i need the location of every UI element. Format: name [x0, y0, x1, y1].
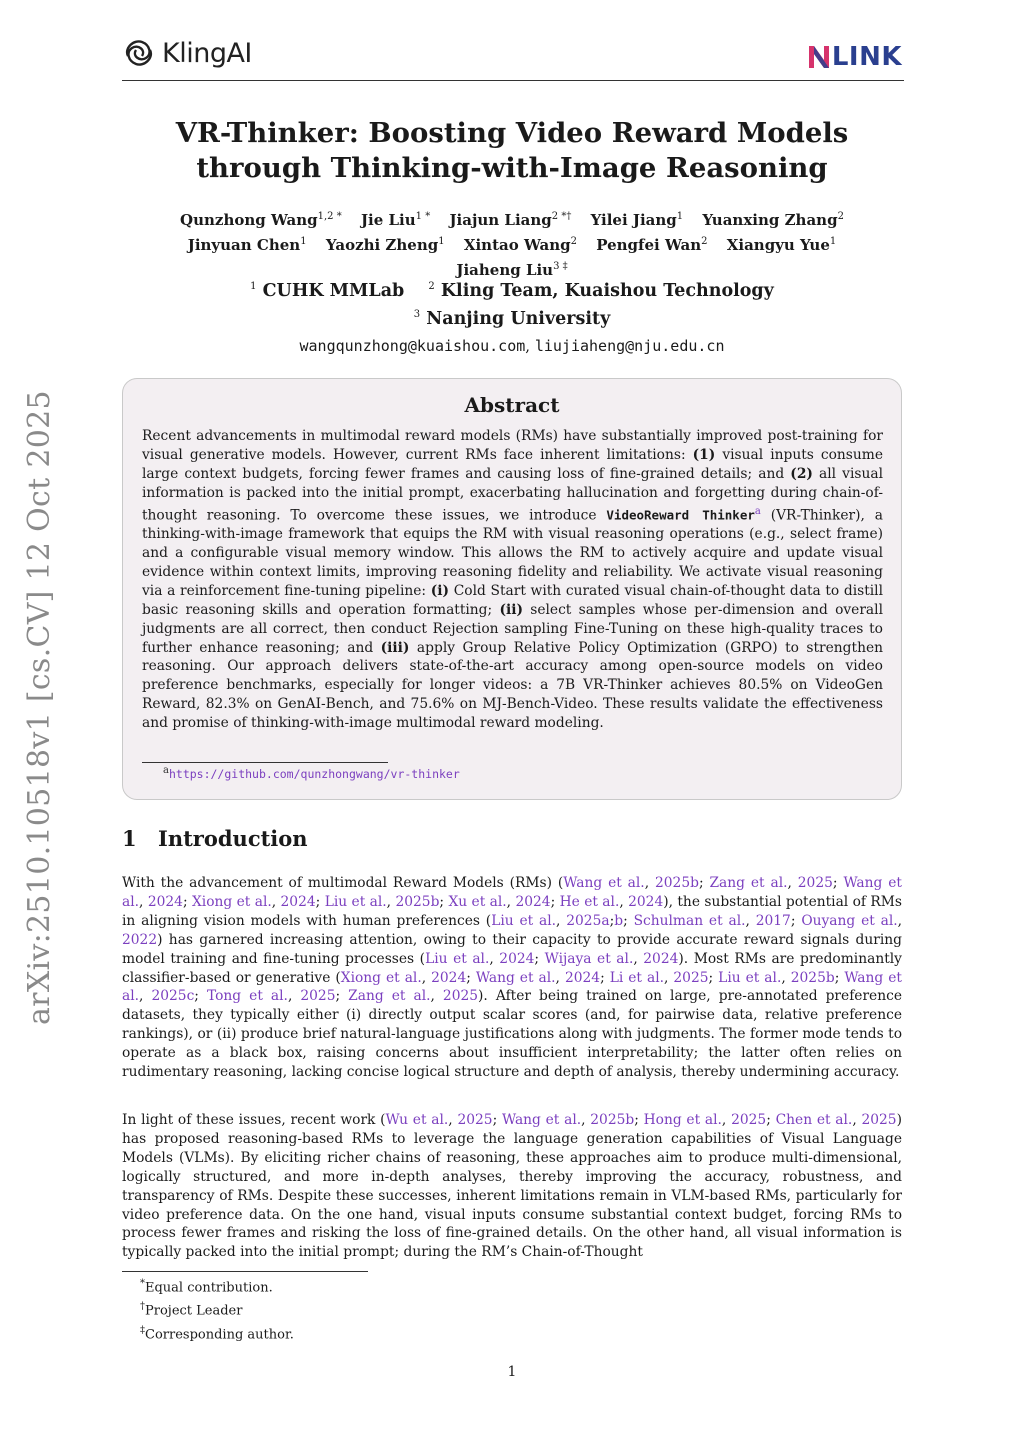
citation-link[interactable]: Ouyang et al.: [801, 912, 898, 929]
paragraph: [122, 874, 902, 1082]
author: Pengfei Wan$^2$: [596, 236, 708, 254]
citation-link[interactable]: Li et al.: [609, 969, 664, 986]
paragraph-text: ,: [448, 1112, 458, 1128]
kling-logo-text: KlingAI: [162, 37, 252, 69]
section-heading: 1 Introduction: [122, 826, 308, 851]
paragraph-text: ;: [698, 875, 710, 891]
citation-link[interactable]: 2024: [280, 893, 316, 910]
citation-link[interactable]: Wang et al.: [501, 1112, 582, 1128]
paragraph-text: ;: [492, 1112, 502, 1128]
author: Qunzhong Wang$^{1,2 *}$: [180, 211, 342, 229]
footnote: ‡Corresponding author.: [140, 1324, 294, 1342]
paragraph-text: With the advancement of multimodal Reward Models (RMs) (: [122, 875, 564, 891]
email-link[interactable]: liujiaheng@nju.edu.cn: [534, 337, 725, 355]
citation-link[interactable]: b: [614, 912, 624, 929]
citation-link[interactable]: Wu et al.: [385, 1112, 449, 1128]
paragraph-text: In light of these issues, recent work (: [122, 1112, 386, 1128]
author: Yilei Jiang$^1$: [590, 211, 684, 229]
paragraph-text: ,: [781, 969, 791, 986]
citation-link[interactable]: 2025c: [151, 988, 195, 1005]
paragraph-text: ,: [787, 875, 798, 891]
citation-link[interactable]: 2017: [755, 912, 791, 929]
citation-link[interactable]: 2025: [861, 1112, 897, 1128]
author: Yaozhi Zheng$^1$: [325, 236, 445, 254]
citation-link[interactable]: 2024: [515, 893, 551, 910]
citation-link[interactable]: Wang et al.: [475, 969, 556, 986]
affiliation: $^1$ CUHK MMLab: [250, 280, 405, 301]
title-line-1: VR-Thinker: Boosting Video Reward Models: [175, 117, 849, 149]
citation-link[interactable]: Zang et al.: [348, 988, 431, 1005]
paragraph-text: ,: [619, 893, 629, 910]
footnote-divider: [122, 1271, 368, 1272]
citation-link[interactable]: He et al.: [559, 893, 620, 910]
paragraph-text: ,: [489, 950, 500, 967]
paragraph-text: ,: [421, 969, 432, 986]
paragraph-text: ;: [182, 893, 192, 910]
paragraph-text: ;: [315, 893, 325, 910]
nlink-logo-text: LINK: [831, 42, 902, 72]
paragraph-text: ;: [466, 969, 476, 986]
citation-link[interactable]: Zang et al.: [709, 875, 788, 891]
author: Jiajun Liang$^{2 *\dagger}$: [449, 211, 572, 229]
citation-link[interactable]: 2024: [628, 893, 664, 910]
paragraph-text: ,: [633, 950, 644, 967]
citation-link[interactable]: Schulman et al.: [633, 912, 746, 929]
citation-link[interactable]: Liu et al.: [718, 969, 782, 986]
code-name: VideoReward Thinker: [606, 507, 755, 523]
citation-link[interactable]: 2025: [300, 988, 336, 1005]
footnote-divider: [142, 762, 388, 763]
citation-link[interactable]: Tong et al.: [206, 988, 288, 1005]
footnote: †Project Leader: [140, 1301, 243, 1319]
paragraph-text: ;: [708, 969, 719, 986]
author-list: [150, 206, 874, 281]
citation-link[interactable]: 2024: [499, 950, 535, 967]
nlink-logo: [806, 42, 902, 72]
author: Yuanxing Zhang$^2$: [702, 211, 844, 229]
paragraph-text: ;: [534, 950, 545, 967]
citation-link[interactable]: 2025: [442, 988, 479, 1005]
citation-link[interactable]: Chen et al.: [775, 1112, 853, 1128]
paragraph-text: ), the substantial potential of RMs in aligning vision models with human preferences (: [122, 893, 902, 929]
footnotes: [140, 1274, 294, 1344]
paragraph-text: ;: [634, 1112, 644, 1128]
paragraph-text: ;: [439, 893, 449, 910]
paragraph-text: ,: [556, 912, 567, 929]
paragraph-text: ,: [271, 893, 281, 910]
citation-link[interactable]: Hong et al.: [643, 1112, 722, 1128]
paragraph-text: ;: [194, 988, 207, 1005]
paragraph-text: ;: [832, 875, 844, 891]
citation-link[interactable]: Liu et al.: [324, 893, 387, 910]
kling-swirl-icon: [122, 36, 156, 70]
paragraph: [122, 1111, 902, 1262]
title-line-2: through Thinking-with-Image Reasoning: [196, 152, 828, 184]
citation-link[interactable]: 2025: [457, 1112, 493, 1128]
abstract-box: [122, 378, 902, 800]
affiliation: $^2$ Kling Team, Kuaishou Technology: [428, 280, 774, 301]
citation-link[interactable]: 2024: [431, 969, 467, 986]
abstract-heading: Abstract: [464, 393, 560, 417]
author: Xiangyu Yue$^1$: [726, 236, 837, 254]
abstract-text: Recent advancements in multimodal reward models (RMs) have substantially improved post-training for visual generative models. However, current RMs face inherent limitations: (1) visual inputs consume large context budgets, forcing fewer frames and causing loss of fine-grained details; and (2) all visual information is packed into the initial prompt, exacerbating hallucination and forgetting during chain-of-thought reasoning. To overcome these issues, we introduce VideoReward Thinker$^a$ (VR-Thinker), a thinking-with-image framework that equips the RM with visual reasoning operations (e.g., select frame) and a configurable visual memory window. This allows the RM to actively acquire and update visual evidence within context limits, improving reasoning fidelity and reliability. We activate visual reasoning via a reinforcement fine-tuning pipeline: (i) Cold Start with curated visual chain-of-thought data to distill basic reasoning skills and operation formatting; (ii) select samples whose per-dimension and overall judgments are all correct, then conduct Rejection sampling Fine-Tuning on these high-quality traces to further enhance reasoning; and (iii) apply Group Relative Policy Optimization (GRPO) to strengthen reasoning. Our approach delivers state-of-the-art accuracy among open-source models on video preference benchmarks, especially for longer videos: a 7B VR-Thinker achieves 80.5% on VideoGen Reward, 82.3% on GenAI-Bench, and 75.6% on MJ-Bench-Video. These results validate the effectiveness and promise of thinking-with-image multimodal reward modeling.: [142, 428, 884, 732]
paragraph-text: ;: [834, 969, 845, 986]
footnote: *Equal contribution.: [140, 1278, 273, 1296]
citation-link[interactable]: 2025: [797, 875, 833, 891]
paragraph-text: ,: [581, 1112, 591, 1128]
email-link[interactable]: wangqunzhong@kuaishou.com: [299, 337, 526, 355]
citation-link[interactable]: Xiong et al.: [191, 893, 272, 910]
paragraph-text: ;: [550, 893, 560, 910]
author: Xintao Wang$^2$: [463, 236, 577, 254]
arxiv-identifier[interactable]: arXiv:2510.10518v1 [cs.CV] 12 Oct 2025: [22, 390, 57, 1025]
citation-link[interactable]: 2025b: [654, 875, 699, 891]
paragraph-text: ,: [430, 988, 443, 1005]
citation-link[interactable]: Xu et al.: [448, 893, 507, 910]
citation-link[interactable]: Liu et al.: [491, 912, 557, 929]
affiliation: $^3$ Nanjing University: [413, 308, 611, 329]
paragraph-text: ;: [623, 912, 634, 929]
citation-link[interactable]: 2024: [147, 893, 183, 910]
paragraph-text: ) has proposed reasoning-based RMs to leverage the language generation capabilities of Visual Language Models (VLMs). By eliciting richer chains of reasoning, these approaches aim to produce multi-dimensional, logically structured, and more in-depth analyses, thereby improving the accuracy, robustness, and transparency of RMs. Despite these successes, inherent limitations remain in VLM-based RMs, particularly for video preference data. On the one hand, visual inputs consume substantial context budget, forcing RMs to process fewer frames and risking the loss of fine-grained details. On the other hand, all visual information is typically packed into the initial prompt; during the RM’s Chain-of-Thought: [122, 1112, 902, 1261]
paragraph-text: ,: [139, 988, 152, 1005]
citation-link[interactable]: 2025: [673, 969, 709, 986]
paragraph-text: ;: [600, 969, 610, 986]
author: Jinyuan Chen$^1$: [187, 236, 307, 254]
citation-link[interactable]: Wang et al.: [122, 875, 902, 910]
citation-link[interactable]: 2024: [643, 950, 679, 967]
paragraph-text: ;: [766, 1112, 776, 1128]
citation-link[interactable]: 2024: [564, 969, 601, 986]
citation-link[interactable]: 2025a: [566, 912, 610, 929]
citation-link[interactable]: 2025b: [790, 969, 835, 986]
paragraph-text: ,: [506, 893, 516, 910]
paper-title: [122, 116, 902, 186]
paragraph-text: ,: [644, 875, 655, 891]
citation-link[interactable]: Liu et al.: [425, 950, 490, 967]
paragraph-text: ;: [790, 912, 802, 929]
paragraph-text: ;: [335, 988, 349, 1005]
paragraph-text: ;: [609, 912, 615, 929]
citation-link[interactable]: Wijaya et al.: [544, 950, 634, 967]
paragraph-text: ,: [852, 1112, 862, 1128]
paragraph-text: ,: [555, 969, 565, 986]
citation-link[interactable]: Wang et al.: [563, 875, 645, 891]
paragraph-text: ,: [721, 1112, 732, 1128]
contact-emails: wangqunzhong@kuaishou.com, liujiaheng@nju.edu.cn: [299, 337, 725, 355]
citation-link[interactable]: 2025b: [590, 1112, 635, 1128]
paragraph-text: ,: [139, 893, 148, 910]
github-link[interactable]: https://github.com/qunzhongwang/vr-thinker: [168, 766, 460, 781]
paragraph-text: ,: [386, 893, 396, 910]
citation-link[interactable]: 2025b: [395, 893, 440, 910]
nlink-n-mark-icon: [806, 44, 832, 70]
author: Jie Liu$^{1 *}$: [360, 211, 431, 229]
paragraph-text: ). After being trained on large, pre-annotated preference datasets, they typically either (i) directly output scalar scores (and, for pairwise data, relative preference rankings), or (ii) produce brief natural-language justifications along with judgments. The former mode tends to operate as a black box, raising concerns about insufficient interpretability; the latter often relies on rudimentary reasoning, lacking concise logical structure and depth of analysis, thereby undermining accuracy.: [122, 988, 902, 1081]
page-number: 1: [507, 1364, 517, 1380]
footnote-marker[interactable]: a: [754, 505, 761, 517]
citation-link[interactable]: Wang et al.: [122, 969, 902, 1005]
paragraph-text: ) has garnered increasing attention, owing to their capacity to provide accurate reward signals during model training and fine-tuning processes (: [122, 931, 902, 967]
page-header: [122, 36, 904, 81]
citation-link[interactable]: Xiong et al.: [340, 969, 422, 986]
abstract-footnote: ahttps://github.com/qunzhongwang/vr-thinker: [163, 765, 460, 781]
citation-link[interactable]: 2025: [731, 1112, 767, 1128]
paragraph-text: ,: [287, 988, 301, 1005]
kling-logo: [122, 36, 252, 70]
paragraph-text: ,: [745, 912, 756, 929]
paragraph-text: ). Most RMs are predominantly classifier-based or generative (: [122, 950, 902, 986]
citation-link[interactable]: 2022: [122, 931, 158, 948]
paragraph-text: ,: [664, 969, 674, 986]
paragraph-text: ,: [897, 912, 903, 929]
author: Jiaheng Liu$^{3 \ddagger}$: [456, 261, 568, 279]
affiliation-list: [122, 275, 902, 331]
